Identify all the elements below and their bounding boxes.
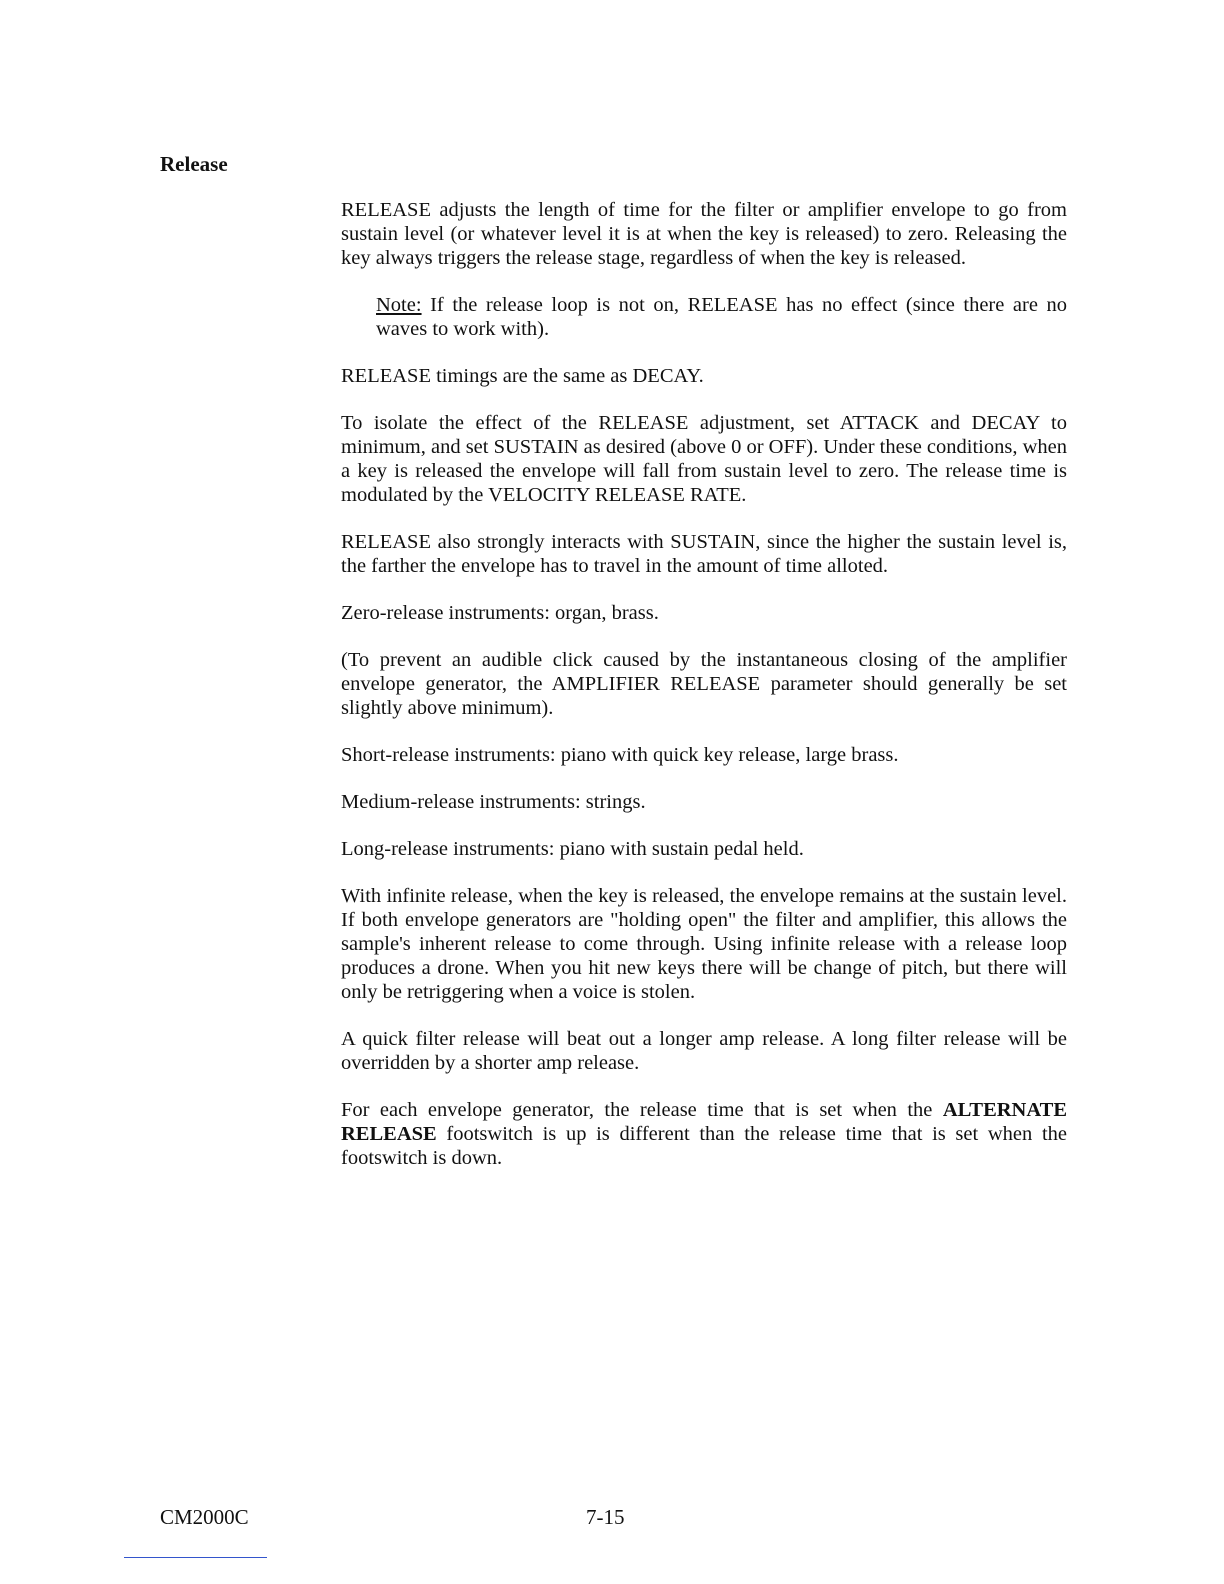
paragraph-medium-release: Medium-release instruments: strings. bbox=[341, 791, 646, 813]
paragraph-sustain-interaction: RELEASE also strongly interacts with SUSTAIN, since the higher the sustain level is, the farther the envelope has to travel in the amount of time alloted. bbox=[341, 531, 1067, 577]
body-text bbox=[341, 198, 1067, 1193]
footer-doc-id: CM2000C bbox=[160, 1505, 249, 1529]
paragraph-release-timings: RELEASE timings are the same as DECAY. bbox=[341, 365, 704, 387]
paragraph-short-release: Short-release instruments: piano with quick key release, large brass. bbox=[341, 744, 899, 766]
note-label: Note: bbox=[376, 294, 422, 316]
alt-release-text-after: footswitch is up is different than the release time that is set when the footswitch is down. bbox=[341, 1123, 1067, 1169]
alt-release-text-before: For each envelope generator, the release time that is set when the bbox=[341, 1099, 943, 1121]
paragraph-isolate-effect: To isolate the effect of the RELEASE adjustment, set ATTACK and DECAY to minimum, and set SUSTAIN as desired (above 0 or OFF). Under these conditions, when a key is released the envelope will fall from sustain level to zero. The release time is modulated by the VELOCITY RELEASE RATE. bbox=[341, 412, 1067, 506]
paragraph-infinite-release: With infinite release, when the key is released, the envelope remains at the sustain level. If both envelope generators are "holding open" the filter and amplifier, this allows the sample's inherent release to come through. Using infinite release with a release loop produces a drone. When you hit new keys there will be change of pitch, but there will only be retriggering when a voice is stolen. bbox=[341, 885, 1067, 1003]
paragraph-prevent-click: (To prevent an audible click caused by the instantaneous closing of the amplifier envelope generator, the AMPLIFIER RELEASE parameter should generally be set slightly above minimum). bbox=[341, 649, 1067, 719]
paragraph-zero-release: Zero-release instruments: organ, brass. bbox=[341, 602, 659, 624]
footer-page-number: 7-15 bbox=[586, 1505, 625, 1529]
paragraph-long-release: Long-release instruments: piano with sustain pedal held. bbox=[341, 838, 804, 860]
footer-rule bbox=[124, 1557, 267, 1558]
paragraph-filter-vs-amp: A quick filter release will beat out a longer amp release. A long filter release will be overridden by a shorter amp release. bbox=[341, 1028, 1067, 1074]
note-text: If the release loop is not on, RELEASE has no effect (since there are no waves to work with). bbox=[376, 294, 1067, 340]
alternate-release-term: ALTERNATE RELEASE bbox=[341, 1099, 1067, 1145]
paragraph-alternate-release bbox=[341, 1098, 1067, 1170]
paragraph-release-definition: RELEASE adjusts the length of time for the filter or amplifier envelope to go from sustain level (or whatever level it is at when the key is released) to zero. Releasing the key always triggers the release stage, regardless of when the key is released. bbox=[341, 199, 1067, 269]
section-heading: Release bbox=[160, 152, 228, 176]
note-paragraph bbox=[376, 293, 1067, 341]
